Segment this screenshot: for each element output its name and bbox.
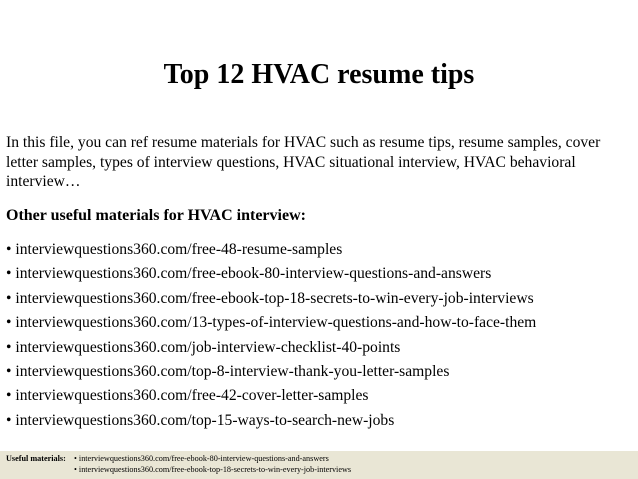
- materials-heading: Other useful materials for HVAC interview:: [6, 207, 306, 224]
- footer-label: Useful materials:: [6, 454, 66, 463]
- materials-link-resume-samples[interactable]: • interviewquestions360.com/free-48-resume-samples: [6, 241, 343, 258]
- materials-link-cover-letters[interactable]: • interviewquestions360.com/free-42-cover-letter-samples: [6, 387, 369, 405]
- materials-link-thank-you-letters[interactable]: • interviewquestions360.com/top-8-interview-thank-you-letter-samples: [6, 363, 450, 381]
- footer-link-interview-questions-ebook[interactable]: • interviewquestions360.com/free-ebook-80-interview-questions-and-answers: [74, 454, 329, 463]
- footer-links: [74, 454, 351, 475]
- slide-title: Top 12 HVAC resume tips: [163, 59, 475, 90]
- materials-list: [6, 238, 632, 433]
- materials-link-job-search[interactable]: • interviewquestions360.com/top-15-ways-to-search-new-jobs: [6, 411, 395, 429]
- materials-link-interview-checklist[interactable]: • interviewquestions360.com/job-interview-checklist-40-points: [6, 338, 401, 356]
- footer-link-secrets-ebook[interactable]: • interviewquestions360.com/free-ebook-top-18-secrets-to-win-every-job-interviews: [74, 464, 352, 474]
- intro-paragraph: In this file, you can ref resume materials for HVAC such as resume tips, resume samples, cover letter samples, types of interview questions, HVAC situational interview, HVAC behavioral interview…: [6, 134, 601, 190]
- materials-link-secrets-ebook[interactable]: • interviewquestions360.com/free-ebook-top-18-secrets-to-win-every-job-interviews: [6, 289, 534, 307]
- materials-link-interview-questions-ebook[interactable]: • interviewquestions360.com/free-ebook-80-interview-questions-and-answers: [6, 265, 492, 283]
- footer-bar: [0, 451, 638, 479]
- materials-link-question-types[interactable]: • interviewquestions360.com/13-types-of-interview-questions-and-how-to-face-them: [6, 314, 537, 332]
